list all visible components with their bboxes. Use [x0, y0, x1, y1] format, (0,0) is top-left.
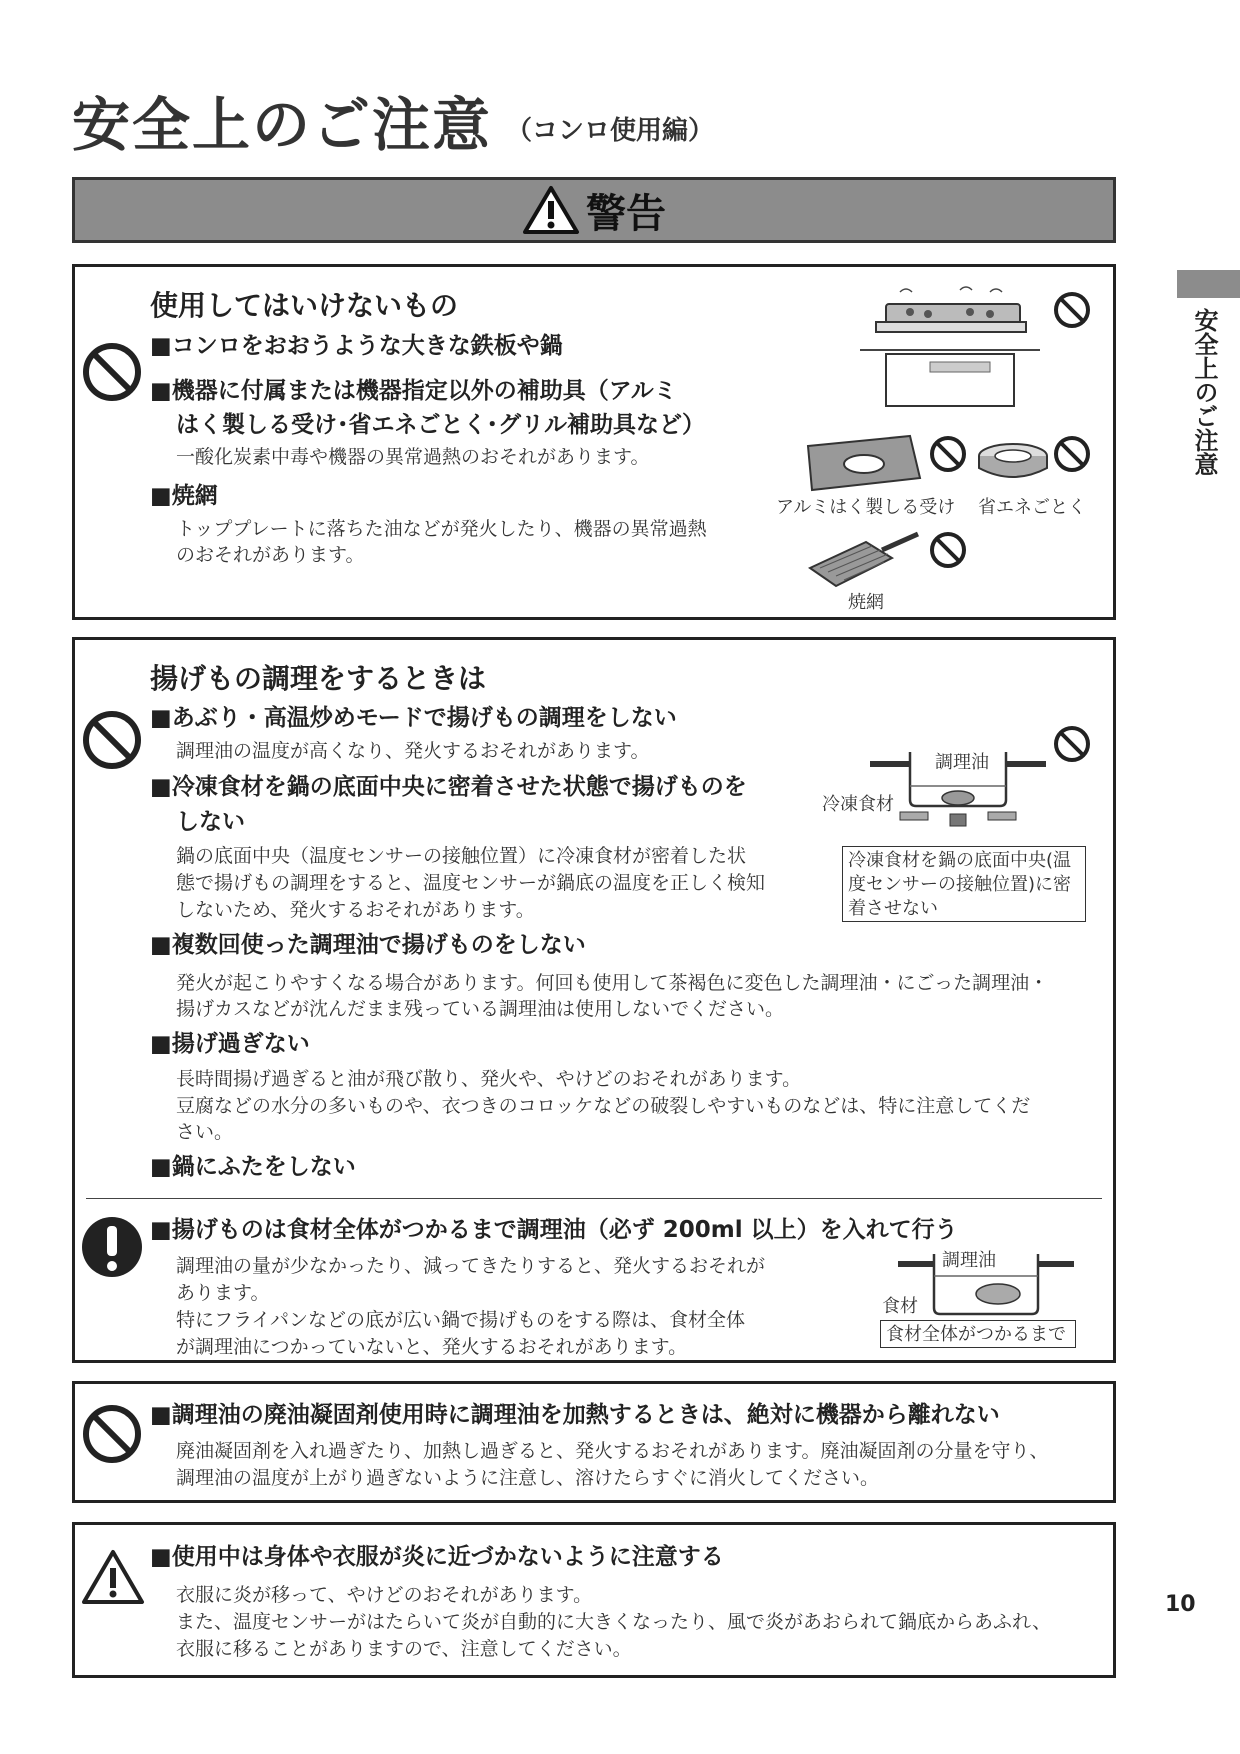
section2-item-frozen-food-body-line1: 鍋の底面中央（温度センサーの接触位置）に冷凍食材が密着した状: [176, 845, 747, 867]
section2-item-frozen-food-line2: しない: [176, 809, 245, 835]
caution-triangle-icon: [80, 1548, 146, 1606]
section4-item-clothing: ■使用中は身体や衣服が炎に近づかないように注意する: [150, 1544, 724, 1570]
section1-item-grill-net: ■焼網: [150, 483, 218, 509]
page-subtitle: （コンロ使用編）: [506, 116, 715, 147]
section2-item-frozen-food-body-line3: しないため、発火するおそれがあります。: [176, 899, 535, 921]
section1-item-iron-plate: ■コンロをおおうような大きな鉄板や鍋: [150, 333, 563, 359]
section1-heading: 使用してはいけないもの: [150, 289, 459, 322]
section4-body-line1: 衣服に炎が移って、やけどのおそれがあります。: [176, 1584, 593, 1606]
section3-body-line2: 調理油の温度が上がり過ぎないように注意し、溶けたらすぐに消火してください。: [176, 1467, 880, 1489]
section2-item-enough-oil-body-line3: 特にフライパンなどの底が広い鍋で揚げものをする際は、食材全体: [176, 1309, 746, 1331]
page-title: [72, 78, 714, 162]
frozen-food-note-box: [842, 846, 1086, 922]
section2-heading: 揚げもの調理をするときは: [150, 662, 487, 695]
section2-item-over-frying-body-line3: さい。: [176, 1121, 234, 1143]
section2-item-roast-mode: ■あぶり・高温炒めモードで揚げもの調理をしない: [150, 705, 677, 731]
frozen-food-note-line3: 着させない: [848, 898, 938, 919]
section4-body-line3: 衣服に移ることがありますので、注意してください。: [176, 1638, 632, 1660]
section2-item-enough-oil: ■揚げものは食材全体がつかるまで調理油（必ず 200ml 以上）を入れて行う: [150, 1217, 958, 1243]
section2-item-enough-oil-body-line4: が調理油につかっていないと、発火するおそれがあります。: [176, 1336, 688, 1358]
section1-item-grill-net-body-line2: のおそれがあります。: [176, 544, 365, 566]
caption-aluminum-drip-tray: アルミはく製しる受け: [776, 497, 956, 518]
caption-energy-saving-trivet: 省エネごとく: [978, 497, 1086, 518]
fig-label-frozen-food: 冷凍食材: [822, 794, 894, 815]
grill-net-illustration: [806, 528, 926, 592]
mandatory-action-icon: [80, 1214, 144, 1280]
fig-label-cooking-oil: 調理油: [935, 752, 989, 773]
fig2-label-cooking-oil: 調理油: [942, 1250, 996, 1271]
page-title-main: 安全上のご注意: [72, 91, 493, 159]
section2-item-enough-oil-body-line2: あります。: [176, 1282, 270, 1304]
section4-body-line2: また、温度センサーがはたらいて炎が自動的に大きくなったり、風で炎があおられて鍋底からあふれ、: [176, 1611, 1052, 1633]
section2-item-over-frying-body-line2: 豆腐などの水分の多いものや、衣つきのコロッケなどの破裂しやすいものなどは、特に注意してくだ: [176, 1095, 1031, 1117]
frozen-food-note-line1: 冷凍食材を鍋の底面中央(温: [848, 850, 1072, 871]
frozen-food-note-line2: 度センサーの接触位置)に密: [848, 874, 1072, 895]
warning-banner: [72, 177, 1116, 243]
section2-item-reused-oil: ■複数回使った調理油で揚げものをしない: [150, 932, 586, 958]
section1-item-accessories-line1: ■機器に付属または機器指定以外の補助具（アルミ: [150, 378, 677, 404]
section1-item-grill-net-body-line1: トッププレートに落ちた油などが発火したり、機器の異常過熱: [176, 518, 707, 540]
section2-item-no-lid: ■鍋にふたをしない: [150, 1154, 356, 1180]
section2-item-reused-oil-body-line2: 揚げカスなどが沈んだまま残っている調理油は使用しないでください。: [176, 998, 785, 1020]
food-submerged-note: 食材全体がつかるまで: [886, 1324, 1066, 1345]
section2-item-enough-oil-body-line1: 調理油の量が少なかったり、減ってきたりすると、発火するおそれが: [176, 1255, 766, 1277]
prohibition-icon: [928, 530, 968, 570]
section2-item-frozen-food-body-line2: 態で揚げもの調理をすると、温度センサーが鍋底の温度を正しく検知: [176, 872, 766, 894]
prohibition-icon: [1052, 434, 1092, 474]
section3-body-line1: 廃油凝固剤を入れ過ぎたり、加熱し過ぎると、発火するおそれがあります。廃油凝固剤の分量を守り、: [176, 1440, 1049, 1462]
section1-item-accessories-line2: はく製しる受け･省エネごとく･グリル補助具など）: [176, 412, 705, 438]
section2-item-reused-oil-body-line1: 発火が起こりやすくなる場合があります。何回も使用して茶褐色に変色した調理油・にごった調理油・: [176, 972, 1049, 994]
fig2-label-food: 食材: [882, 1296, 918, 1317]
prohibition-icon: [1052, 724, 1092, 764]
prohibition-icon: [80, 708, 144, 772]
warning-banner-label: 警告: [586, 190, 666, 237]
section1-item-accessories-body: 一酸化炭素中毒や機器の異常過熱のおそれがあります。: [176, 446, 650, 468]
section2-item-roast-mode-body: 調理油の温度が高くなり、発火するおそれがあります。: [176, 740, 650, 762]
caption-grill-net: 焼網: [848, 592, 884, 613]
prohibition-icon: [1052, 290, 1092, 330]
section2-item-over-frying-body-line1: 長時間揚げ過ぎると油が飛び散り、発火や、やけどのおそれがあります。: [176, 1068, 802, 1090]
energy-saving-trivet-illustration: [975, 440, 1051, 484]
food-submerged-note-box: [880, 1320, 1076, 1348]
warning-triangle-icon: [522, 185, 580, 235]
section2-item-frozen-food-line1: ■冷凍食材を鍋の底面中央に密着させた状態で揚げものを: [150, 774, 747, 800]
prohibition-icon: [928, 434, 968, 474]
section2-divider: [86, 1198, 1102, 1199]
section2-item-over-frying: ■揚げ過ぎない: [150, 1031, 310, 1057]
side-index-tab: [1177, 270, 1240, 298]
section3-item-oil-solidifier: ■調理油の廃油凝固剤使用時に調理油を加熱するときは、絶対に機器から離れない: [150, 1402, 1000, 1428]
prohibition-icon: [80, 340, 144, 404]
prohibition-icon: [80, 1402, 144, 1466]
oversized-pan-on-stove-illustration: [860, 282, 1040, 410]
side-index-label: 安全上のご注意: [1190, 308, 1218, 476]
page-number: 10: [1165, 1592, 1196, 1617]
aluminum-drip-tray-illustration: [800, 432, 924, 494]
